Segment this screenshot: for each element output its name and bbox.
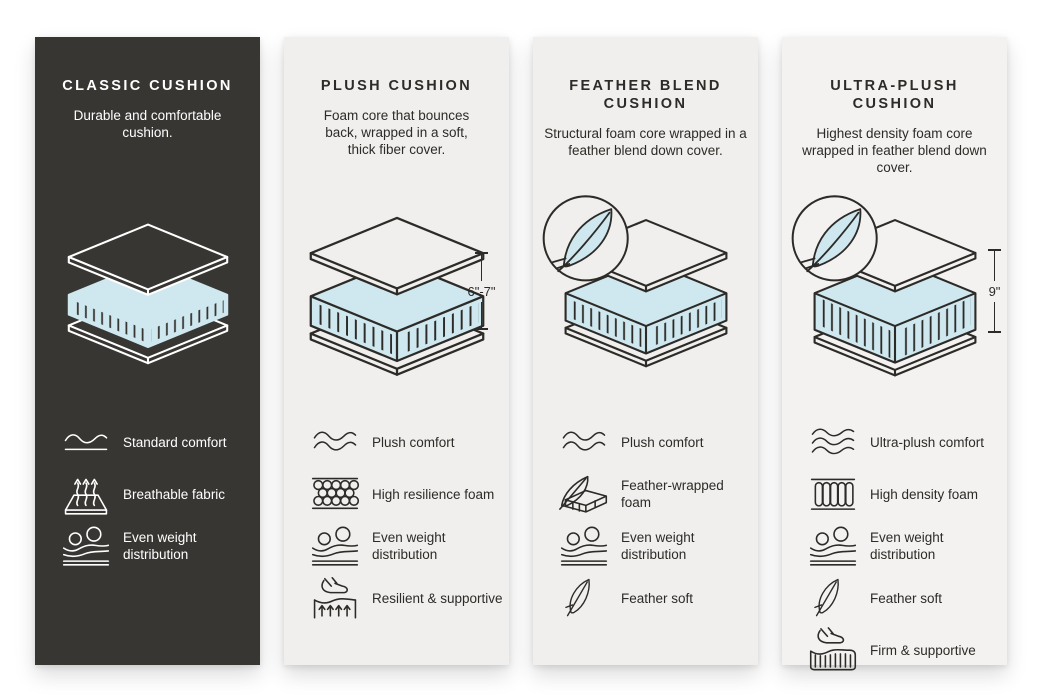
feature-item	[806, 471, 1001, 517]
feature-item	[557, 471, 752, 517]
waves-triple-icon	[806, 419, 860, 465]
dimension-marker	[975, 249, 1015, 333]
feature-item	[806, 419, 1001, 465]
dimension-line	[994, 302, 996, 332]
feature-label: Plush comfort	[372, 434, 455, 450]
panel-header	[35, 37, 260, 177]
cushion-diagram	[35, 177, 260, 417]
panel-header	[782, 37, 1007, 177]
panel-title: FEATHER BLEND CUSHION	[569, 78, 722, 112]
panel-feather-blend-cushion	[533, 37, 758, 665]
feature-label: Even weight distribution	[123, 530, 197, 562]
feature-item	[557, 419, 752, 465]
even-weight-icon	[308, 523, 362, 569]
dimension-line	[481, 302, 483, 329]
even-weight-icon	[59, 523, 113, 569]
cushion-diagram	[533, 177, 758, 417]
waves-double-icon	[557, 419, 611, 465]
panel-ultra-plush-cushion	[782, 37, 1007, 665]
high-density-foam-icon	[806, 471, 860, 517]
feather-badge-icon	[543, 196, 627, 280]
wave-single-icon	[59, 419, 113, 465]
layered-cushion-illustration	[789, 189, 1001, 381]
layered-cushion-illustration	[540, 189, 752, 372]
dimension-marker	[462, 252, 502, 330]
feature-label: Resilient & supportive	[372, 590, 503, 606]
panel-classic-cushion	[35, 37, 260, 665]
feature-item	[308, 419, 503, 465]
cushion-diagram	[284, 177, 509, 417]
feature-label: High resilience foam	[372, 486, 495, 502]
feature-item	[59, 523, 254, 569]
feature-item	[557, 575, 752, 621]
feature-list	[35, 419, 260, 569]
dimension-cap	[475, 328, 488, 330]
feature-item	[806, 575, 1001, 621]
panel-description: Highest density foam core wrapped in feather blend down cover.	[802, 126, 987, 175]
panel-plush-cushion	[284, 37, 509, 665]
feather-icon	[557, 575, 611, 621]
feature-label: Even weight distribution	[372, 530, 446, 562]
even-weight-icon	[557, 523, 611, 569]
panel-header	[284, 37, 509, 177]
feature-item	[308, 575, 503, 621]
feature-label: Even weight distribution	[870, 530, 944, 562]
cushion-diagram	[782, 177, 1007, 417]
waves-double-icon	[308, 419, 362, 465]
feature-item	[308, 523, 503, 569]
dimension-line	[994, 251, 996, 281]
panel-title: PLUSH CUSHION	[320, 78, 473, 94]
panel-description: Structural foam core wrapped in a feather blend down cover.	[544, 126, 747, 158]
feature-label: Breathable fabric	[123, 486, 226, 502]
panel-title: CLASSIC CUSHION	[62, 78, 233, 94]
dimension-label: 9"	[988, 283, 1001, 299]
dimension-line	[481, 254, 483, 281]
panel-header	[533, 37, 758, 177]
feature-item	[59, 471, 254, 517]
feature-label: Feather-wrapped foam	[621, 478, 724, 510]
feature-item	[806, 523, 1001, 569]
resilience-foam-icon	[308, 471, 362, 517]
feature-label: Feather soft	[621, 590, 694, 606]
feature-label: Standard comfort	[123, 434, 227, 450]
feature-label: High density foam	[870, 486, 979, 502]
feature-list	[284, 419, 509, 621]
firm-supportive-icon	[806, 627, 860, 673]
feature-label: Even weight distribution	[621, 530, 695, 562]
feather-wrapped-foam-icon	[557, 471, 611, 517]
layered-cushion-illustration	[58, 221, 238, 367]
feature-label: Ultra-plush comfort	[870, 434, 985, 450]
feature-label: Firm & supportive	[870, 642, 976, 658]
feature-item	[806, 627, 1001, 673]
feature-item	[59, 419, 254, 465]
panel-title: ULTRA-PLUSH CUSHION	[830, 78, 959, 112]
dimension-label: 6"-7"	[467, 283, 496, 299]
panel-description: Durable and comfortable cushion.	[73, 108, 222, 140]
resilient-supportive-icon	[308, 575, 362, 621]
dimension-cap	[988, 331, 1001, 333]
panel-description: Foam core that bounces back, wrapped in a soft, thick fiber cover.	[323, 108, 470, 157]
breathable-fabric-icon	[59, 471, 113, 517]
feature-list	[533, 419, 758, 621]
feature-item	[557, 523, 752, 569]
feature-label: Feather soft	[870, 590, 943, 606]
feather-icon	[806, 575, 860, 621]
feature-list	[782, 419, 1007, 673]
even-weight-icon	[806, 523, 860, 569]
feather-badge-icon	[792, 196, 876, 280]
feature-item	[308, 471, 503, 517]
feature-label: Plush comfort	[621, 434, 704, 450]
